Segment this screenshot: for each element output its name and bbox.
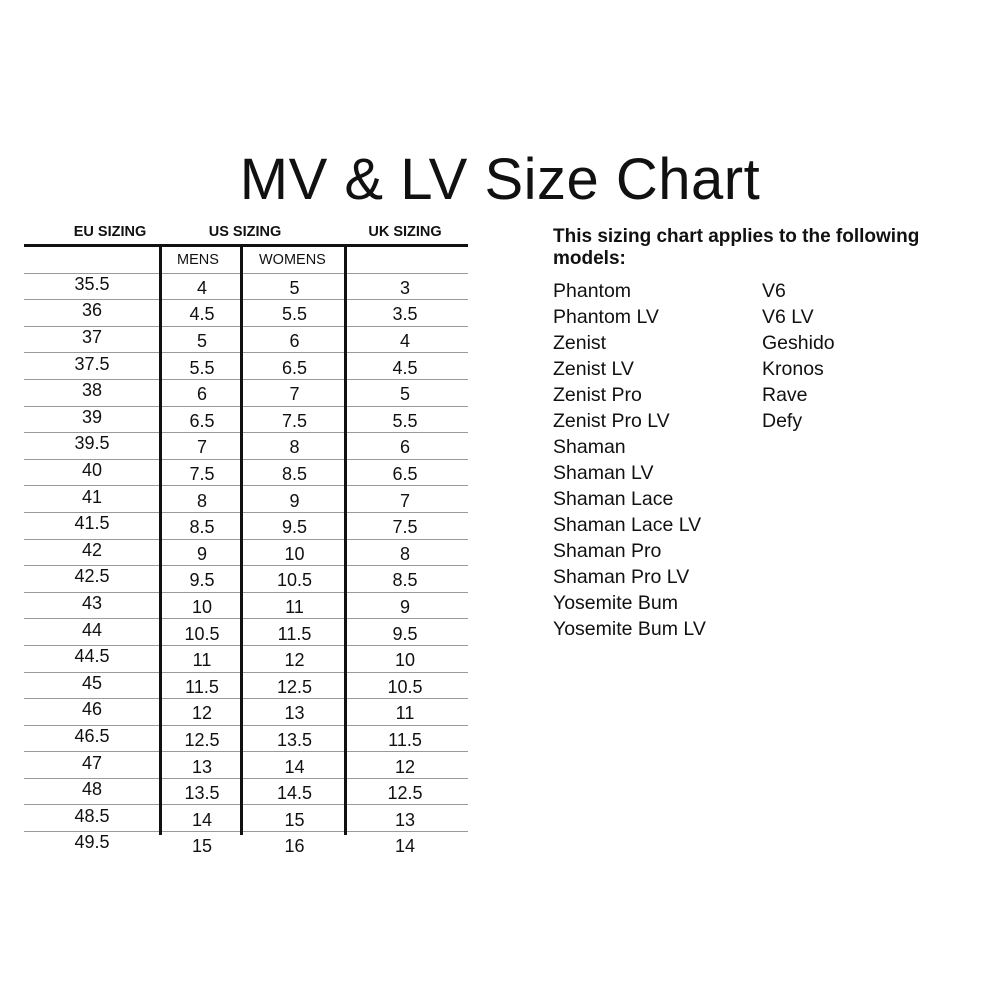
model-item: Zenist Pro xyxy=(553,384,642,406)
model-item: V6 LV xyxy=(762,306,814,328)
uk-size-cell: 10.5 xyxy=(387,676,423,697)
uk-size-cell: 5.5 xyxy=(392,410,418,431)
model-item: Geshido xyxy=(762,332,835,354)
us-womens-cell: 6.5 xyxy=(281,357,308,378)
uk-size-cell: 12 xyxy=(394,756,416,777)
model-item: Zenist LV xyxy=(553,358,634,380)
us-mens-cell: 10 xyxy=(191,597,213,618)
us-womens-cell: 8 xyxy=(289,437,300,458)
eu-size-cell: 47 xyxy=(81,752,103,773)
model-item: Phantom LV xyxy=(553,306,659,328)
size-table xyxy=(24,222,468,858)
uk-size-cell: 6.5 xyxy=(392,464,418,485)
us-womens-cell: 15 xyxy=(284,809,305,830)
model-item: Phantom xyxy=(553,280,632,302)
eu-size-cell: 45 xyxy=(81,672,103,693)
uk-sizing-header: UK SIZING xyxy=(368,224,442,240)
uk-size-cell: 3.5 xyxy=(392,304,418,325)
model-item: Yosemite Bum LV xyxy=(553,618,706,640)
table-row xyxy=(24,593,468,620)
uk-size-cell: 11.5 xyxy=(388,729,422,750)
eu-size-cell: 37 xyxy=(81,327,103,348)
table-row xyxy=(24,726,468,753)
eu-size-cell: 37.5 xyxy=(74,353,110,374)
table-row xyxy=(24,513,468,540)
us-womens-cell: 5 xyxy=(289,277,300,298)
us-womens-cell: 14 xyxy=(284,756,305,777)
models-column-2 xyxy=(762,278,835,434)
eu-size-cell: 41 xyxy=(81,486,103,507)
eu-size-cell: 44.5 xyxy=(74,646,110,667)
eu-size-cell: 35.5 xyxy=(74,273,110,294)
table-row xyxy=(24,353,468,380)
us-womens-cell: 10.5 xyxy=(276,570,313,591)
us-mens-cell: 6 xyxy=(196,384,207,405)
size-rows xyxy=(24,274,468,858)
model-item: Shaman Lace xyxy=(553,488,674,510)
uk-size-cell: 10 xyxy=(394,650,416,671)
page-title: MV & LV Size Chart xyxy=(239,147,761,212)
divider-us-uk xyxy=(344,247,347,835)
uk-size-cell: 3 xyxy=(399,277,410,298)
us-womens-cell: 13.5 xyxy=(276,729,313,750)
us-mens-cell: 8.5 xyxy=(189,517,215,538)
table-row xyxy=(24,433,468,460)
us-mens-cell: 5.5 xyxy=(189,357,215,378)
eu-size-cell: 48.5 xyxy=(74,805,110,826)
us-womens-cell: 6 xyxy=(289,331,300,352)
eu-size-cell: 39.5 xyxy=(74,433,110,454)
us-mens-cell: 13.5 xyxy=(184,783,220,804)
us-womens-cell: 16 xyxy=(284,836,305,857)
model-item: Shaman xyxy=(553,436,626,458)
models-column-1 xyxy=(553,278,706,642)
eu-size-cell: 49.5 xyxy=(74,832,110,853)
us-womens-cell: 9.5 xyxy=(281,517,308,538)
table-row xyxy=(24,752,468,779)
table-row xyxy=(24,619,468,646)
uk-size-cell: 9.5 xyxy=(392,623,418,644)
divider-mens-womens xyxy=(240,247,243,835)
us-sizing-header: US SIZING xyxy=(208,224,282,240)
subheader-row xyxy=(24,247,468,274)
table-header xyxy=(24,222,468,247)
us-mens-cell: 9 xyxy=(196,543,207,564)
eu-sizing-header: EU SIZING xyxy=(73,224,147,240)
us-womens-cell: 14.5 xyxy=(276,783,313,804)
uk-size-cell: 11 xyxy=(395,703,415,724)
eu-size-cell: 44 xyxy=(81,619,103,640)
eu-size-cell: 38 xyxy=(81,380,103,401)
us-womens-cell: 11.5 xyxy=(277,623,312,644)
us-womens-cell: 5.5 xyxy=(281,304,308,325)
us-womens-cell: 9 xyxy=(289,490,300,511)
us-mens-cell: 4 xyxy=(196,277,207,298)
uk-size-cell: 12.5 xyxy=(387,783,423,804)
us-mens-cell: 13 xyxy=(191,756,213,777)
us-mens-cell: 15 xyxy=(191,836,213,857)
model-item: V6 xyxy=(762,280,786,302)
model-item: Shaman Pro LV xyxy=(553,566,690,588)
table-row xyxy=(24,566,468,593)
eu-subheader-empty xyxy=(24,247,160,273)
eu-size-cell: 36 xyxy=(81,300,103,321)
eu-size-cell: 46 xyxy=(81,699,103,720)
eu-size-cell: 43 xyxy=(81,593,103,614)
models-panel xyxy=(553,226,993,640)
mens-subheader: MENS xyxy=(177,251,219,268)
us-mens-cell: 8 xyxy=(196,490,207,511)
uk-size-cell: 6 xyxy=(399,437,410,458)
us-womens-cell: 12 xyxy=(284,650,305,671)
us-womens-cell: 13 xyxy=(284,703,305,724)
us-womens-cell: 7 xyxy=(289,384,300,405)
womens-subheader: WOMENS xyxy=(259,251,326,268)
applies-text: This sizing chart applies to the following models: xyxy=(553,226,920,269)
uk-size-cell: 8.5 xyxy=(392,570,418,591)
model-item: Zenist xyxy=(553,332,607,354)
us-womens-cell: 10 xyxy=(284,543,305,564)
us-mens-cell: 11.5 xyxy=(185,676,219,697)
uk-size-cell: 9 xyxy=(399,597,410,618)
us-mens-cell: 14 xyxy=(191,809,213,830)
model-item: Rave xyxy=(762,384,808,406)
us-mens-cell: 7 xyxy=(196,437,207,458)
table-row xyxy=(24,300,468,327)
table-row xyxy=(24,805,468,832)
model-item: Yosemite Bum xyxy=(553,592,679,614)
us-womens-cell: 12.5 xyxy=(276,676,313,697)
us-mens-cell: 7.5 xyxy=(189,464,215,485)
us-mens-cell: 12.5 xyxy=(184,729,220,750)
uk-size-cell: 14 xyxy=(394,836,416,857)
uk-size-cell: 5 xyxy=(399,384,410,405)
table-row xyxy=(24,407,468,434)
model-item: Zenist Pro LV xyxy=(553,410,670,432)
uk-size-cell: 7 xyxy=(399,490,410,511)
us-mens-cell: 9.5 xyxy=(189,570,215,591)
uk-size-cell: 8 xyxy=(399,543,410,564)
eu-size-cell: 42.5 xyxy=(74,566,110,587)
us-womens-cell: 7.5 xyxy=(281,410,308,431)
us-womens-cell: 8.5 xyxy=(281,464,308,485)
eu-size-cell: 46.5 xyxy=(74,725,110,746)
table-row xyxy=(24,380,468,407)
table-row xyxy=(24,460,468,487)
us-mens-cell: 11 xyxy=(192,650,212,671)
uk-size-cell: 4.5 xyxy=(392,357,418,378)
uk-size-cell: 7.5 xyxy=(392,517,418,538)
uk-size-cell: 4 xyxy=(399,331,410,352)
model-item: Defy xyxy=(762,410,803,432)
us-mens-cell: 5 xyxy=(196,331,207,352)
us-mens-cell: 6.5 xyxy=(189,410,215,431)
table-row xyxy=(24,779,468,806)
eu-size-cell: 41.5 xyxy=(74,513,110,534)
model-item: Shaman Lace LV xyxy=(553,514,702,536)
eu-size-cell: 42 xyxy=(81,539,103,560)
uk-size-cell: 13 xyxy=(394,809,416,830)
table-row xyxy=(24,327,468,354)
table-row xyxy=(24,832,468,858)
uk-subheader-empty xyxy=(347,247,463,273)
table-row xyxy=(24,646,468,673)
model-item: Shaman LV xyxy=(553,462,654,484)
table-row xyxy=(24,673,468,700)
divider-eu-us xyxy=(159,247,162,835)
table-row xyxy=(24,486,468,513)
eu-size-cell: 40 xyxy=(81,460,103,481)
us-mens-cell: 10.5 xyxy=(184,623,220,644)
us-mens-cell: 4.5 xyxy=(189,304,215,325)
model-item: Shaman Pro xyxy=(553,540,662,562)
eu-size-cell: 48 xyxy=(81,779,103,800)
us-mens-cell: 12 xyxy=(191,703,213,724)
eu-size-cell: 39 xyxy=(81,406,103,427)
table-row xyxy=(24,699,468,726)
model-item: Kronos xyxy=(762,358,824,380)
table-row xyxy=(24,274,468,301)
table-row xyxy=(24,540,468,567)
us-womens-cell: 11 xyxy=(285,597,304,618)
